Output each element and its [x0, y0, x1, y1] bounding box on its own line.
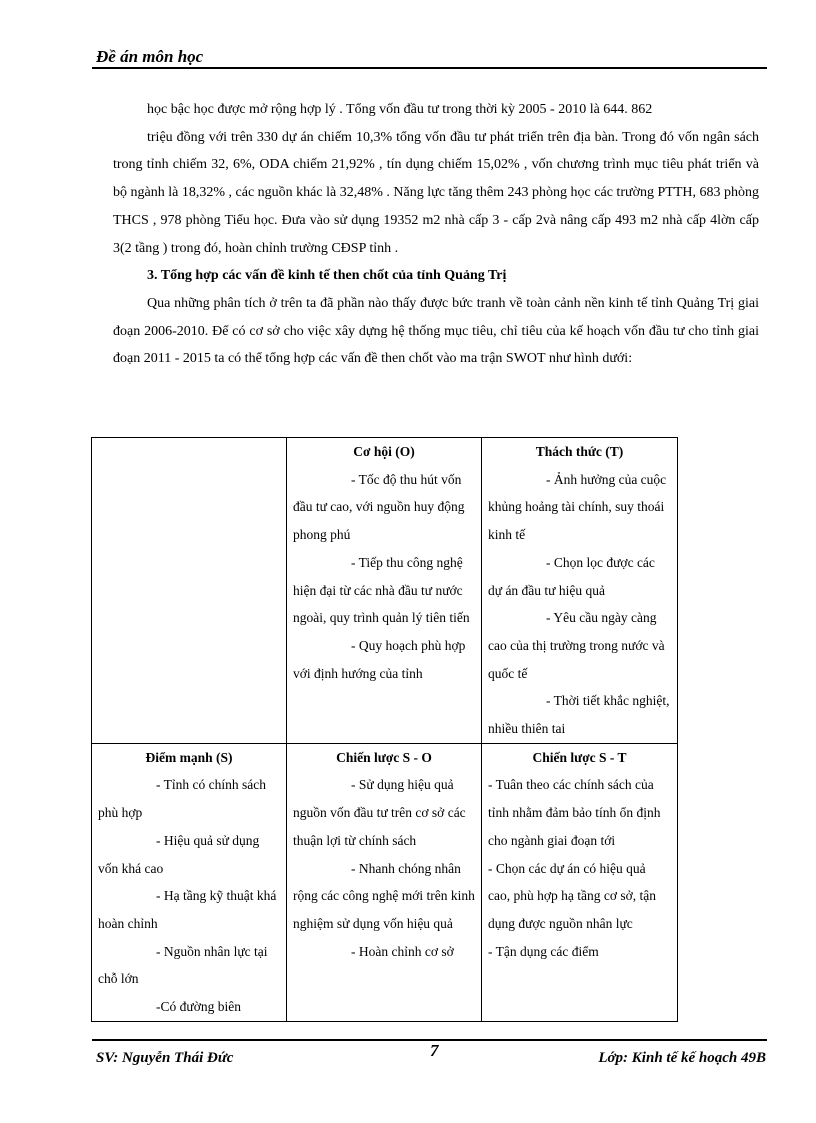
strength-item: - Hiệu quả sử dụng vốn khá cao [98, 832, 260, 876]
swot-row-top [92, 438, 678, 744]
threat-item: - Yêu cầu ngày càng cao của thị trường trong nước và quốc tế [488, 610, 665, 681]
strength-item: -Có đường biên [156, 999, 241, 1015]
so-strategy-item: - Sử dụng hiệu quả nguồn vốn đầu tư trên cơ sở các thuận lợi từ chính sách [293, 777, 466, 848]
threat-item: - Thời tiết khắc nghiệt, nhiều thiên tai [488, 693, 670, 737]
paragraph-2: Qua những phân tích ở trên ta đã phần nào thấy được bức tranh về toàn cảnh nền kinh tế tỉnh Quảng Trị giai đoạn 2006-2010. Để có cơ sở cho việc xây dựng hệ thống mục tiêu, chỉ tiêu của kế hoạch vốn đầu tư cho tỉnh giai đoạn 2011 - 2015 ta có thể tổng hợp các vấn đề then chốt vào ma trận SWOT như hình dưới: [113, 295, 759, 367]
opportunity-item: - Tiếp thu công nghệ hiện đại từ các nhà đầu tư nước ngoài, quy trình quản lý tiên tiến [293, 554, 470, 626]
threat-item: - Ảnh hưởng của cuộc khủng hoảng tài chính, suy thoái kinh tế [488, 471, 667, 543]
strength-item: - Nguồn nhân lực tại chỗ lớn [98, 943, 268, 987]
st-strategy-item: - Chọn các dự án có hiệu quả cao, phù hợp hạ tầng cơ sở, tận dụng được nguồn nhân lực [488, 860, 656, 931]
opportunities-title: Cơ hội (O) [353, 444, 415, 459]
so-strategy-item: - Hoàn chỉnh cơ sở [351, 943, 454, 959]
strength-item: - Hạ tầng kỹ thuật khá hoàn chỉnh [98, 888, 277, 931]
paragraph-1-first-line: học bậc học được mở rộng hợp lý . Tổng vốn đầu tư trong thời kỳ 2005 - 2010 là 644. 862 [147, 102, 653, 117]
threat-item: - Chọn lọc được các dự án đầu tư hiệu quả [488, 554, 655, 598]
so-strategy-item: - Nhanh chóng nhân rộng các công nghệ mới trên kinh nghiệm sử dụng vốn hiệu quả [293, 860, 475, 931]
swot-empty-cell [92, 438, 287, 744]
page-number: 7 [430, 1041, 439, 1060]
threats-title: Thách thức (T) [535, 444, 624, 459]
footer-class: Lớp: Kinh tế kế hoạch 49B [598, 1050, 766, 1066]
st-strategy-item: - Tận dụng các điểm [488, 943, 599, 959]
so-strategy-title: Chiến lược S - O [336, 749, 432, 765]
swot-row-strengths [92, 743, 678, 1021]
st-strategy-item: - Tuân theo các chính sách của tỉnh nhằm đảm bảo tính ổn định cho ngành giai đoạn tới [488, 777, 661, 848]
section-heading: 3. Tổng hợp các vấn đề kinh tế then chốt của tỉnh Quảng Trị [147, 268, 507, 284]
strengths-cell [92, 743, 287, 1021]
swot-matrix [91, 437, 678, 1022]
opportunity-item: - Tốc độ thu hút vốn đầu tư cao, với nguồn huy động phong phú [293, 471, 465, 543]
opportunity-item: - Quy hoạch phù hợp với định hướng của tỉnh [293, 637, 466, 681]
threats-cell [482, 438, 678, 744]
paragraph-1: triệu đồng với trên 330 dự án chiếm 10,3% tổng vốn đầu tư phát triển trên địa bàn. Trong đó vốn ngân sách trong tỉnh chiếm 32, 6%, ODA chiếm 21,92% , tín dụng chiếm 15,02% , vốn chương trình mục tiêu phát triển và bộ ngành là 18,32% , các nguồn khác là 32,48% . Năng lực tăng thêm 243 phòng học các trường PTTH, 683 phòng THCS , 978 phòng Tiểu học. Đưa vào sử dụng 19352 m2 nhà cấp 3 - cấp 2và nâng cấp 493 m2 nhà cấp 4lờn cấp 3(2 tầng ) trong đó, hoàn chỉnh trường CĐSP tỉnh . [113, 129, 759, 256]
body-text [113, 96, 759, 373]
strength-item: - Tỉnh có chính sách phù hợp [98, 777, 266, 821]
footer-student: SV: Nguyễn Thái Đức [96, 1050, 234, 1066]
st-strategy-title: Chiến lược S - T [532, 749, 627, 765]
strengths-title: Điểm mạnh (S) [145, 749, 233, 765]
header-rule [92, 67, 767, 69]
opportunities-cell [287, 438, 482, 744]
header-title: Đề án môn học [96, 47, 204, 66]
st-strategy-cell [482, 743, 678, 1021]
so-strategy-cell [287, 743, 482, 1021]
